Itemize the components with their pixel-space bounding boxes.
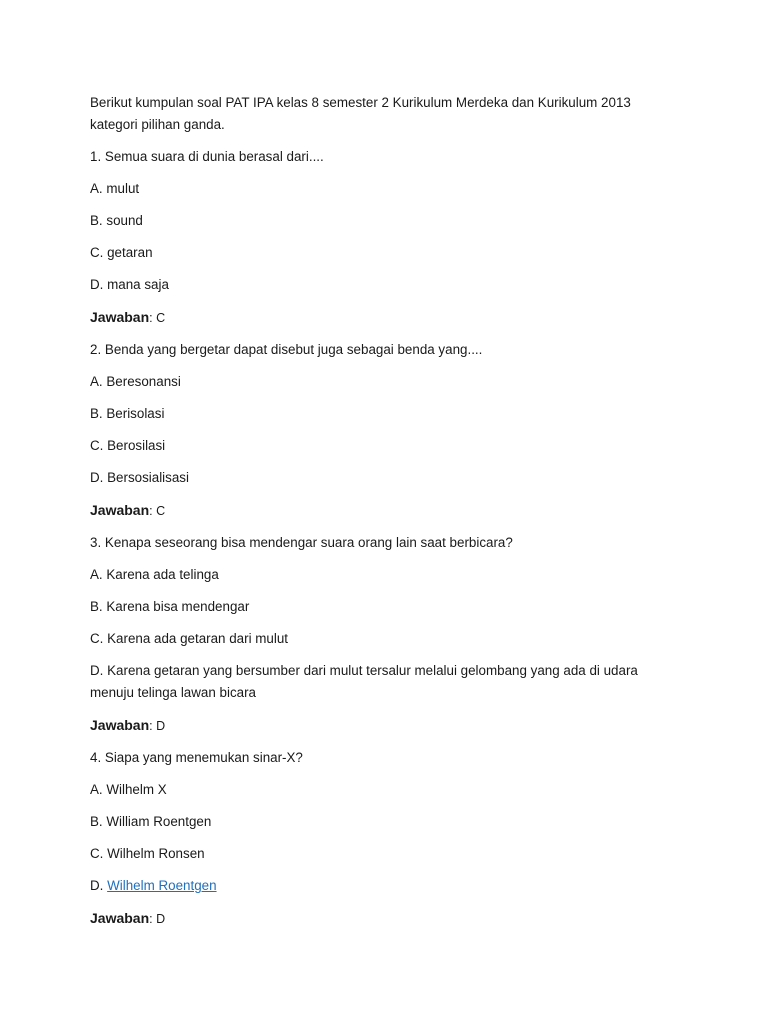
q4-option-d xyxy=(90,875,670,897)
question-3: 3. Kenapa seseorang bisa mendengar suara orang lain saat berbicara? xyxy=(90,535,513,550)
answer-label: Jawaban xyxy=(90,309,150,325)
question-1: 1. Semua suara di dunia berasal dari.... xyxy=(90,149,324,164)
q1-option-a: A. mulut xyxy=(90,181,140,196)
q4-option-d-prefix: D. xyxy=(90,878,108,893)
answer-label: Jawaban xyxy=(90,910,150,926)
q2-option-d: D. Bersosialisasi xyxy=(90,470,189,485)
answer-value: : C xyxy=(149,311,166,325)
question-2: 2. Benda yang bergetar dapat disebut juga sebagai benda yang.... xyxy=(90,342,483,357)
q3-option-d: D. Karena getaran yang bersumber dari mulut tersalur melalui gelombang yang ada di udara menuju telinga lawan bicara xyxy=(90,663,638,700)
q1-answer xyxy=(90,306,670,329)
answer-value: : D xyxy=(149,912,166,926)
q1-option-d: D. mana saja xyxy=(90,277,169,292)
q2-option-b: B. Berisolasi xyxy=(90,406,165,421)
document-body xyxy=(90,92,670,940)
q2-answer xyxy=(90,499,670,522)
answer-label: Jawaban xyxy=(90,717,150,733)
q3-answer xyxy=(90,714,670,737)
q4-option-a: A. Wilhelm X xyxy=(90,782,167,797)
q2-option-a: A. Beresonansi xyxy=(90,374,181,389)
q1-option-c: C. getaran xyxy=(90,245,153,260)
q3-option-a: A. Karena ada telinga xyxy=(90,567,219,582)
answer-value: : C xyxy=(149,504,166,518)
q4-option-c: C. Wilhelm Ronsen xyxy=(90,846,205,861)
q2-option-c: C. Berosilasi xyxy=(90,438,166,453)
q4-answer xyxy=(90,907,670,930)
answer-label: Jawaban xyxy=(90,502,150,518)
q4-option-b: B. William Roentgen xyxy=(90,814,212,829)
q3-option-b: B. Karena bisa mendengar xyxy=(90,599,250,614)
question-4: 4. Siapa yang menemukan sinar-X? xyxy=(90,750,303,765)
wilhelm-roentgen-link[interactable]: Wilhelm Roentgen xyxy=(107,878,217,893)
answer-value: : D xyxy=(149,719,166,733)
q3-option-c: C. Karena ada getaran dari mulut xyxy=(90,631,289,646)
q1-option-b: B. sound xyxy=(90,213,143,228)
intro-paragraph: Berikut kumpulan soal PAT IPA kelas 8 semester 2 Kurikulum Merdeka dan Kurikulum 2013 kategori pilihan ganda. xyxy=(90,95,631,132)
